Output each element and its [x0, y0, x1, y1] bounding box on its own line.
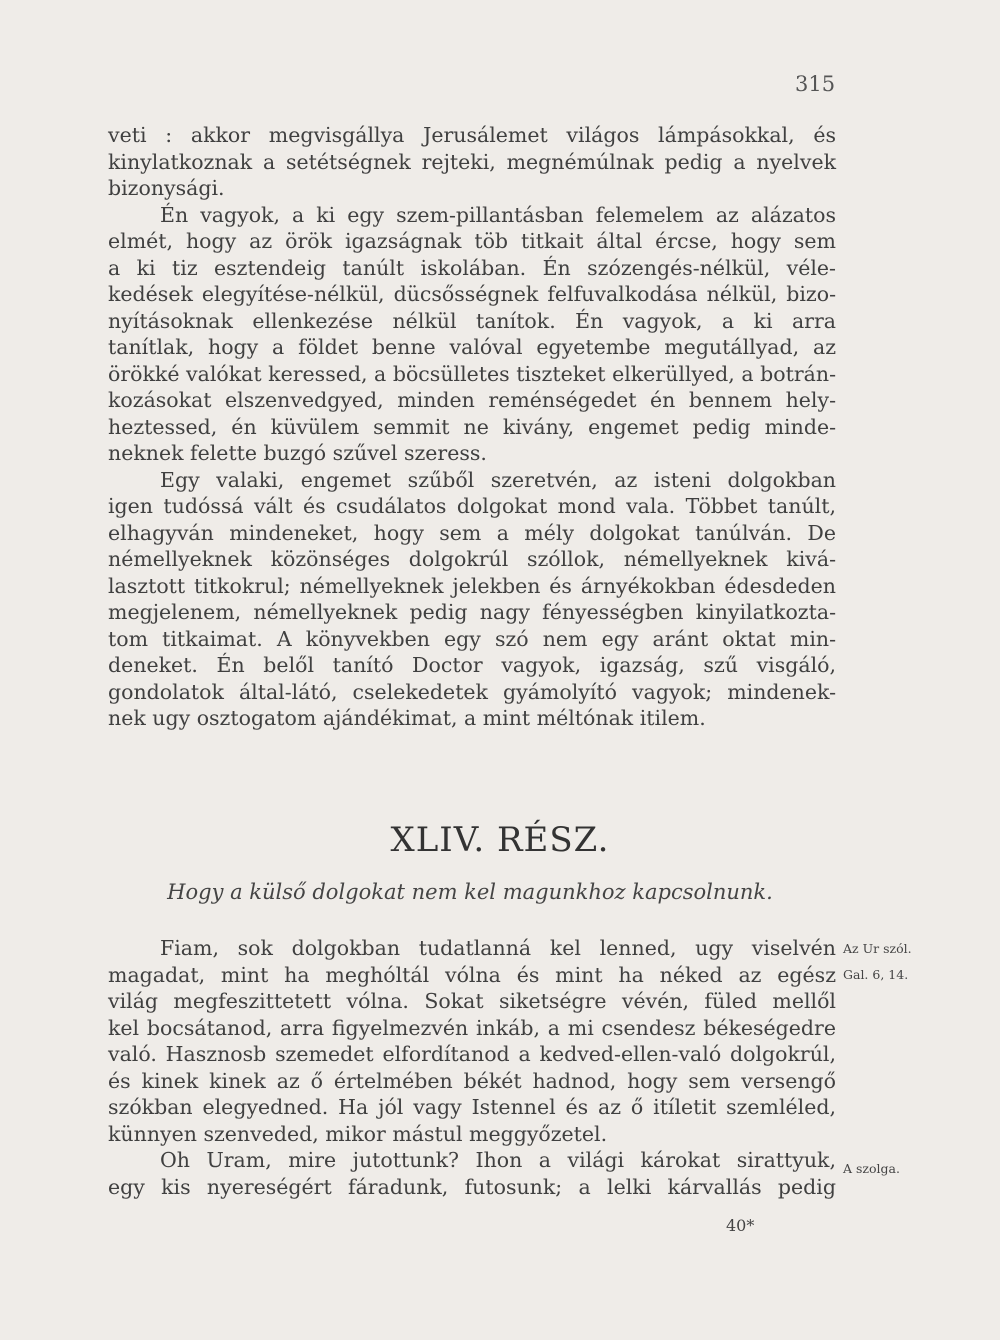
text-line: tom titkaimat. A könyvekben egy szó nem egy aránt oktat min- — [108, 626, 836, 651]
text-line: kel bocsátanod, arra figyelmezvén inkáb, a mi csendesz békeségedre — [108, 1015, 836, 1040]
text-line: künnyen szenveded, mikor mástul meggyőzetel. — [108, 1121, 608, 1146]
text-line: veti : akkor megvisgállya Jerusálemet világos lámpásokkal, és — [108, 123, 836, 147]
text-line: deneket. Én belől tanító Doctor vagyok, igazság, szű visgáló, — [108, 653, 836, 677]
text-line: világ megfeszittetett vólna. Sokat siketségre vévén, füled mellől — [108, 989, 836, 1013]
text-line: neknek felette buzgó szűvel szeress. — [108, 441, 487, 465]
text-line: bizonysági. — [108, 176, 225, 200]
text-line: magadat, mint ha meghóltál vólna és mint ha néked az egész — [108, 962, 836, 987]
text-line: kozásokat elszenvedgyed, minden reménségedet én bennem hely- — [108, 388, 836, 412]
text-line: heztessed, én küvülem semmit ne kivány, engemet pedig minde- — [108, 414, 836, 439]
text-line: örökké valókat keressed, a böcsülletes tiszteket elkerüllyed, a botrán- — [108, 361, 836, 386]
text-line: Oh Uram, mire jutottunk? Ihon a világi károkat sirattyuk, — [160, 1148, 836, 1172]
text-line: kinylatkoznak a setétségnek rejteki, megnémúlnak pedig a nyelvek — [108, 149, 836, 174]
page-number: 315 — [795, 72, 836, 96]
text-line: a ki tiz esztendeig tanúlt iskolában. Én szózengés-nélkül, véle- — [108, 255, 836, 280]
text-line: némellyeknek közönséges dolgokrúl szóllok, némellyeknek kivá- — [108, 547, 836, 571]
text-line: Én vagyok, a ki egy szem-pillantásban felemelem az alázatos — [160, 202, 836, 227]
margin-note-servant: A szolga. — [843, 1161, 900, 1176]
signature-mark: 40* — [726, 1216, 755, 1235]
text-line: való. Hasznosb szemedet elfordítanod a kedved-ellen-való dolgokrúl, — [108, 1042, 836, 1066]
text-line: igen tudóssá vált és csudálatos dolgokat mond vala. Többet tanúlt, — [108, 494, 836, 518]
chapter-heading: XLIV. RÉSZ. — [390, 820, 610, 860]
body-text-section-2 — [108, 935, 836, 1200]
text-line: kedések elegyítése-nélkül, dücsősségnek felfuvalkodása nélkül, bizo- — [108, 282, 836, 306]
text-line: lasztott titkokrul; némellyeknek jelekben és árnyékokban édesdeden — [108, 573, 836, 598]
chapter-subtitle: Hogy a külső dolgokat nem kel magunkhoz kapcsolnunk. — [167, 880, 773, 904]
text-line: egy kis nyereségért fáradunk, futosunk; a lelki kárvallás pedig — [108, 1174, 836, 1199]
text-line: elmét, hogy az örök igazságnak töb titkait által ércse, hogy sem — [108, 229, 836, 253]
text-line: megjelenem, némellyeknek pedig nagy fényességben kinyilatkozta- — [108, 600, 836, 624]
text-line: gondolatok által-látó, cselekedetek gyámolyító vagyok; mindenek- — [108, 679, 836, 704]
margin-note-speaker: Az Ur szól. — [843, 941, 912, 956]
text-line: nyításoknak ellenkezése nélkül tanítok. Én vagyok, a ki arra — [108, 308, 836, 333]
text-line: szókban elegyedned. Ha jól vagy Istennel és az ő itíletit szemléled, — [108, 1095, 836, 1119]
text-line: elhagyván mindeneket, hogy sem a mély dolgokat tanúlván. De — [108, 520, 836, 545]
text-line: Fiam, sok dolgokban tudatlanná kel lenned, ugy viselvén — [160, 936, 836, 960]
body-text-section-1 — [108, 122, 836, 732]
text-line: Egy valaki, engemet szűből szeretvén, az isteni dolgokban — [160, 467, 836, 492]
margin-note-reference: Gal. 6, 14. — [843, 967, 909, 982]
text-line: tanítlak, hogy a földet benne valóval egyetembe megutállyad, az — [108, 335, 836, 359]
text-line: nek ugy osztogatom ajándékimat, a mint méltónak itilem. — [108, 706, 706, 730]
text-line: és kinek kinek az ő értelmében békét hadnod, hogy sem versengő — [108, 1068, 836, 1093]
